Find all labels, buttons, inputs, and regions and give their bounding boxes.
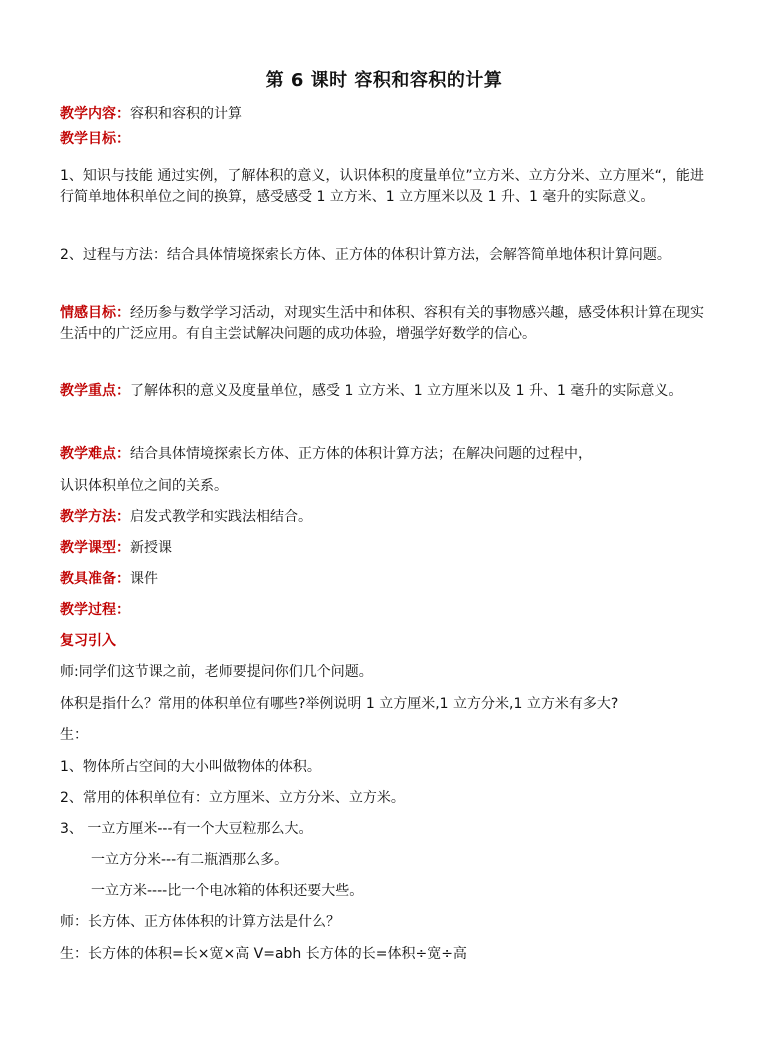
body-line: 一立方分米---有二瓶酒那么多。 <box>91 852 289 868</box>
teaching-goal-line <box>60 129 720 150</box>
teaching-content-label: 教学内容： <box>60 106 130 122</box>
review-heading: 复习引入 <box>60 633 116 649</box>
lesson-type-label: 教学课型： <box>60 540 130 556</box>
key-point-paragraph <box>60 381 710 402</box>
teaching-tools-text: 课件 <box>130 571 158 587</box>
body-line: 一立方米----比一个电冰箱的体积还要大些。 <box>91 883 364 899</box>
emotion-goal-label: 情感目标： <box>60 305 130 321</box>
key-point-label: 教学重点： <box>60 383 130 399</box>
page-title: 第 6 课时 容积和容积的计算 <box>265 70 503 91</box>
teaching-content-text: 容积和容积的计算 <box>130 106 242 122</box>
emotion-goal-paragraph <box>60 303 710 345</box>
body-line: 师:同学们这节课之前，老师要提问你们几个问题。 <box>60 664 373 680</box>
goal-knowledge-paragraph: 1、知识与技能 通过实例，了解体积的意义，认识体积的度量单位”立方米、立方分米、立方厘米“，能进行简单地体积单位之间的换算，感受感受 1 立方米、1 立方厘米以及 1 升、1 毫升的实际意义。 <box>60 168 704 205</box>
teaching-tools-line <box>60 569 720 590</box>
body-line: 师：长方体、正方体体积的计算方法是什么？ <box>60 914 340 930</box>
emotion-goal-text: 经历参与数学学习活动，对现实生活中和体积、容积有关的事物感兴趣，感受体积计算在现实生活中的广泛应用。有自主尝试解决问题的成功体验，增强学好数学的信心。 <box>60 305 704 342</box>
body-line: 生：长方体的体积=长×宽×高 V=abh 长方体的长=体积÷宽÷高 <box>60 946 467 962</box>
key-point-text: 了解体积的意义及度量单位，感受 1 立方米、1 立方厘米以及 1 升、1 毫升的实际意义。 <box>130 383 683 399</box>
difficult-point-text-2: 认识体积单位之间的关系。 <box>60 478 228 494</box>
teaching-method-label: 教学方法： <box>60 509 130 525</box>
difficult-point-label: 教学难点： <box>60 446 130 462</box>
body-line: 体积是指什么？常用的体积单位有哪些?举例说明 1 立方厘米,1 立方分米,1 立方米有多大? <box>60 696 619 712</box>
body-line: 生： <box>60 727 88 743</box>
difficult-point-line <box>60 444 720 465</box>
lesson-type-line <box>60 538 720 559</box>
body-line: 3、 一立方厘米---有一个大豆粒那么大。 <box>60 821 313 837</box>
lesson-type-text: 新授课 <box>130 540 172 556</box>
teaching-content-line <box>60 104 720 125</box>
teaching-method-text: 启发式教学和实践法相结合。 <box>130 509 312 525</box>
teaching-process-label: 教学过程： <box>60 602 130 618</box>
teaching-goal-label: 教学目标： <box>60 131 130 147</box>
difficult-point-text: 结合具体情境探索长方体、正方体的体积计算方法；在解决问题的过程中， <box>130 446 592 462</box>
teaching-method-line <box>60 507 720 528</box>
teaching-process-line <box>60 600 720 621</box>
body-line: 2、常用的体积单位有：立方厘米、立方分米、立方米。 <box>60 790 405 806</box>
teaching-tools-label: 教具准备： <box>60 571 130 587</box>
goal-process-paragraph: 2、过程与方法：结合具体情境探索长方体、正方体的体积计算方法，会解答简单地体积计算问题。 <box>60 247 671 263</box>
body-line: 1、物体所占空间的大小叫做物体的体积。 <box>60 759 321 775</box>
